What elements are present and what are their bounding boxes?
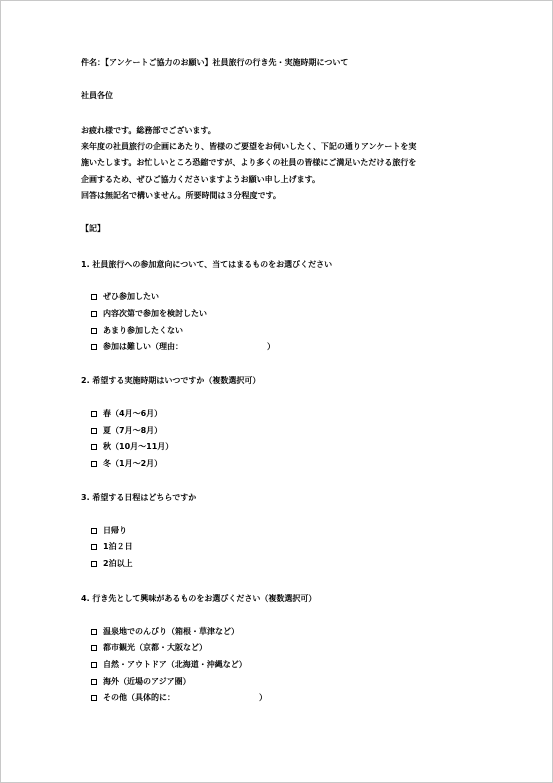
option-row[interactable]	[91, 678, 191, 686]
option-label: 海外（近場のアジア圏）	[103, 677, 191, 686]
checkbox[interactable]	[91, 679, 97, 685]
option-row[interactable]	[91, 644, 207, 652]
option-label: 都市観光（京都・大阪など）	[103, 643, 207, 652]
checkbox[interactable]	[91, 444, 97, 450]
option-row[interactable]	[91, 694, 267, 702]
option-row[interactable]	[91, 560, 133, 568]
option-row[interactable]	[91, 527, 127, 535]
subject-line: 件名：【アンケートご協力のお願い】社員旅行の行き先・実施時期について	[81, 58, 349, 67]
checkbox[interactable]	[91, 695, 97, 701]
option-row[interactable]	[91, 427, 162, 435]
option-label: あまり参加したくない	[103, 326, 183, 335]
option-label: 冬（1月～2月）	[103, 459, 163, 468]
checkbox[interactable]	[91, 662, 97, 668]
question-2-title: 2. 希望する実施時期はいつですか（複数選択可）	[81, 376, 261, 385]
option-row[interactable]	[91, 443, 173, 451]
checkbox[interactable]	[91, 645, 97, 651]
ki-heading: 【記】	[81, 224, 105, 233]
option-row[interactable]	[91, 310, 207, 318]
option-label: 温泉地でのんびり（箱根・草津など）	[103, 627, 239, 636]
checkbox[interactable]	[91, 328, 97, 334]
option-row[interactable]	[91, 293, 159, 301]
option-label: 1泊２日	[103, 542, 133, 551]
option-label: その他（具体的に： ）	[103, 693, 267, 702]
checkbox[interactable]	[91, 461, 97, 467]
option-row[interactable]	[91, 327, 183, 335]
intro-line: 来年度の社員旅行の企画にあたり、皆様のご要望をお伺いしたく、下記の通りアンケートを実	[81, 142, 417, 151]
option-row[interactable]	[91, 628, 239, 636]
option-label: 秋（10月～11月）	[103, 442, 174, 451]
option-label: 春（4月～6月）	[103, 409, 163, 418]
intro-line: 回答は無記名で構いません。所要時間は３分程度です。	[81, 191, 281, 200]
intro-line: 施いたします。お忙しいところ恐縮ですが、より多くの社員の皆様にご満足いただける旅行を	[81, 158, 417, 167]
option-row[interactable]	[91, 343, 275, 351]
option-label: 自然・アウトドア（北海道・沖縄など）	[103, 660, 247, 669]
option-label: 内容次第で参加を検討したい	[103, 309, 207, 318]
addressee: 社員各位	[81, 91, 113, 100]
option-row[interactable]	[91, 543, 133, 551]
question-3-title: 3. 希望する日程はどちらですか	[81, 493, 197, 502]
checkbox[interactable]	[91, 344, 97, 350]
intro-line: お疲れ様です。総務部でございます。	[81, 126, 216, 135]
question-4-title: 4. 行き先として興味があるものをお選びください（複数選択可）	[81, 594, 317, 603]
option-label: 2泊以上	[103, 559, 133, 568]
checkbox[interactable]	[91, 411, 97, 417]
checkbox[interactable]	[91, 311, 97, 317]
intro-line: 企画するため、ぜひご協力くださいますようお願い申し上げます。	[81, 175, 321, 184]
checkbox[interactable]	[91, 629, 97, 635]
option-row[interactable]	[91, 460, 162, 468]
option-row[interactable]	[91, 661, 247, 669]
checkbox[interactable]	[91, 528, 97, 534]
question-1-title: 1. 社員旅行への参加意向について、当てはまるものをお選びください	[81, 260, 333, 269]
checkbox[interactable]	[91, 294, 97, 300]
option-label: ぜひ参加したい	[103, 292, 159, 301]
checkbox[interactable]	[91, 544, 97, 550]
checkbox[interactable]	[91, 428, 97, 434]
option-label: 夏（7月～8月）	[103, 426, 163, 435]
option-label: 参加は難しい（理由： ）	[103, 342, 275, 351]
checkbox[interactable]	[91, 561, 97, 567]
option-row[interactable]	[91, 410, 162, 418]
option-label: 日帰り	[103, 526, 127, 535]
